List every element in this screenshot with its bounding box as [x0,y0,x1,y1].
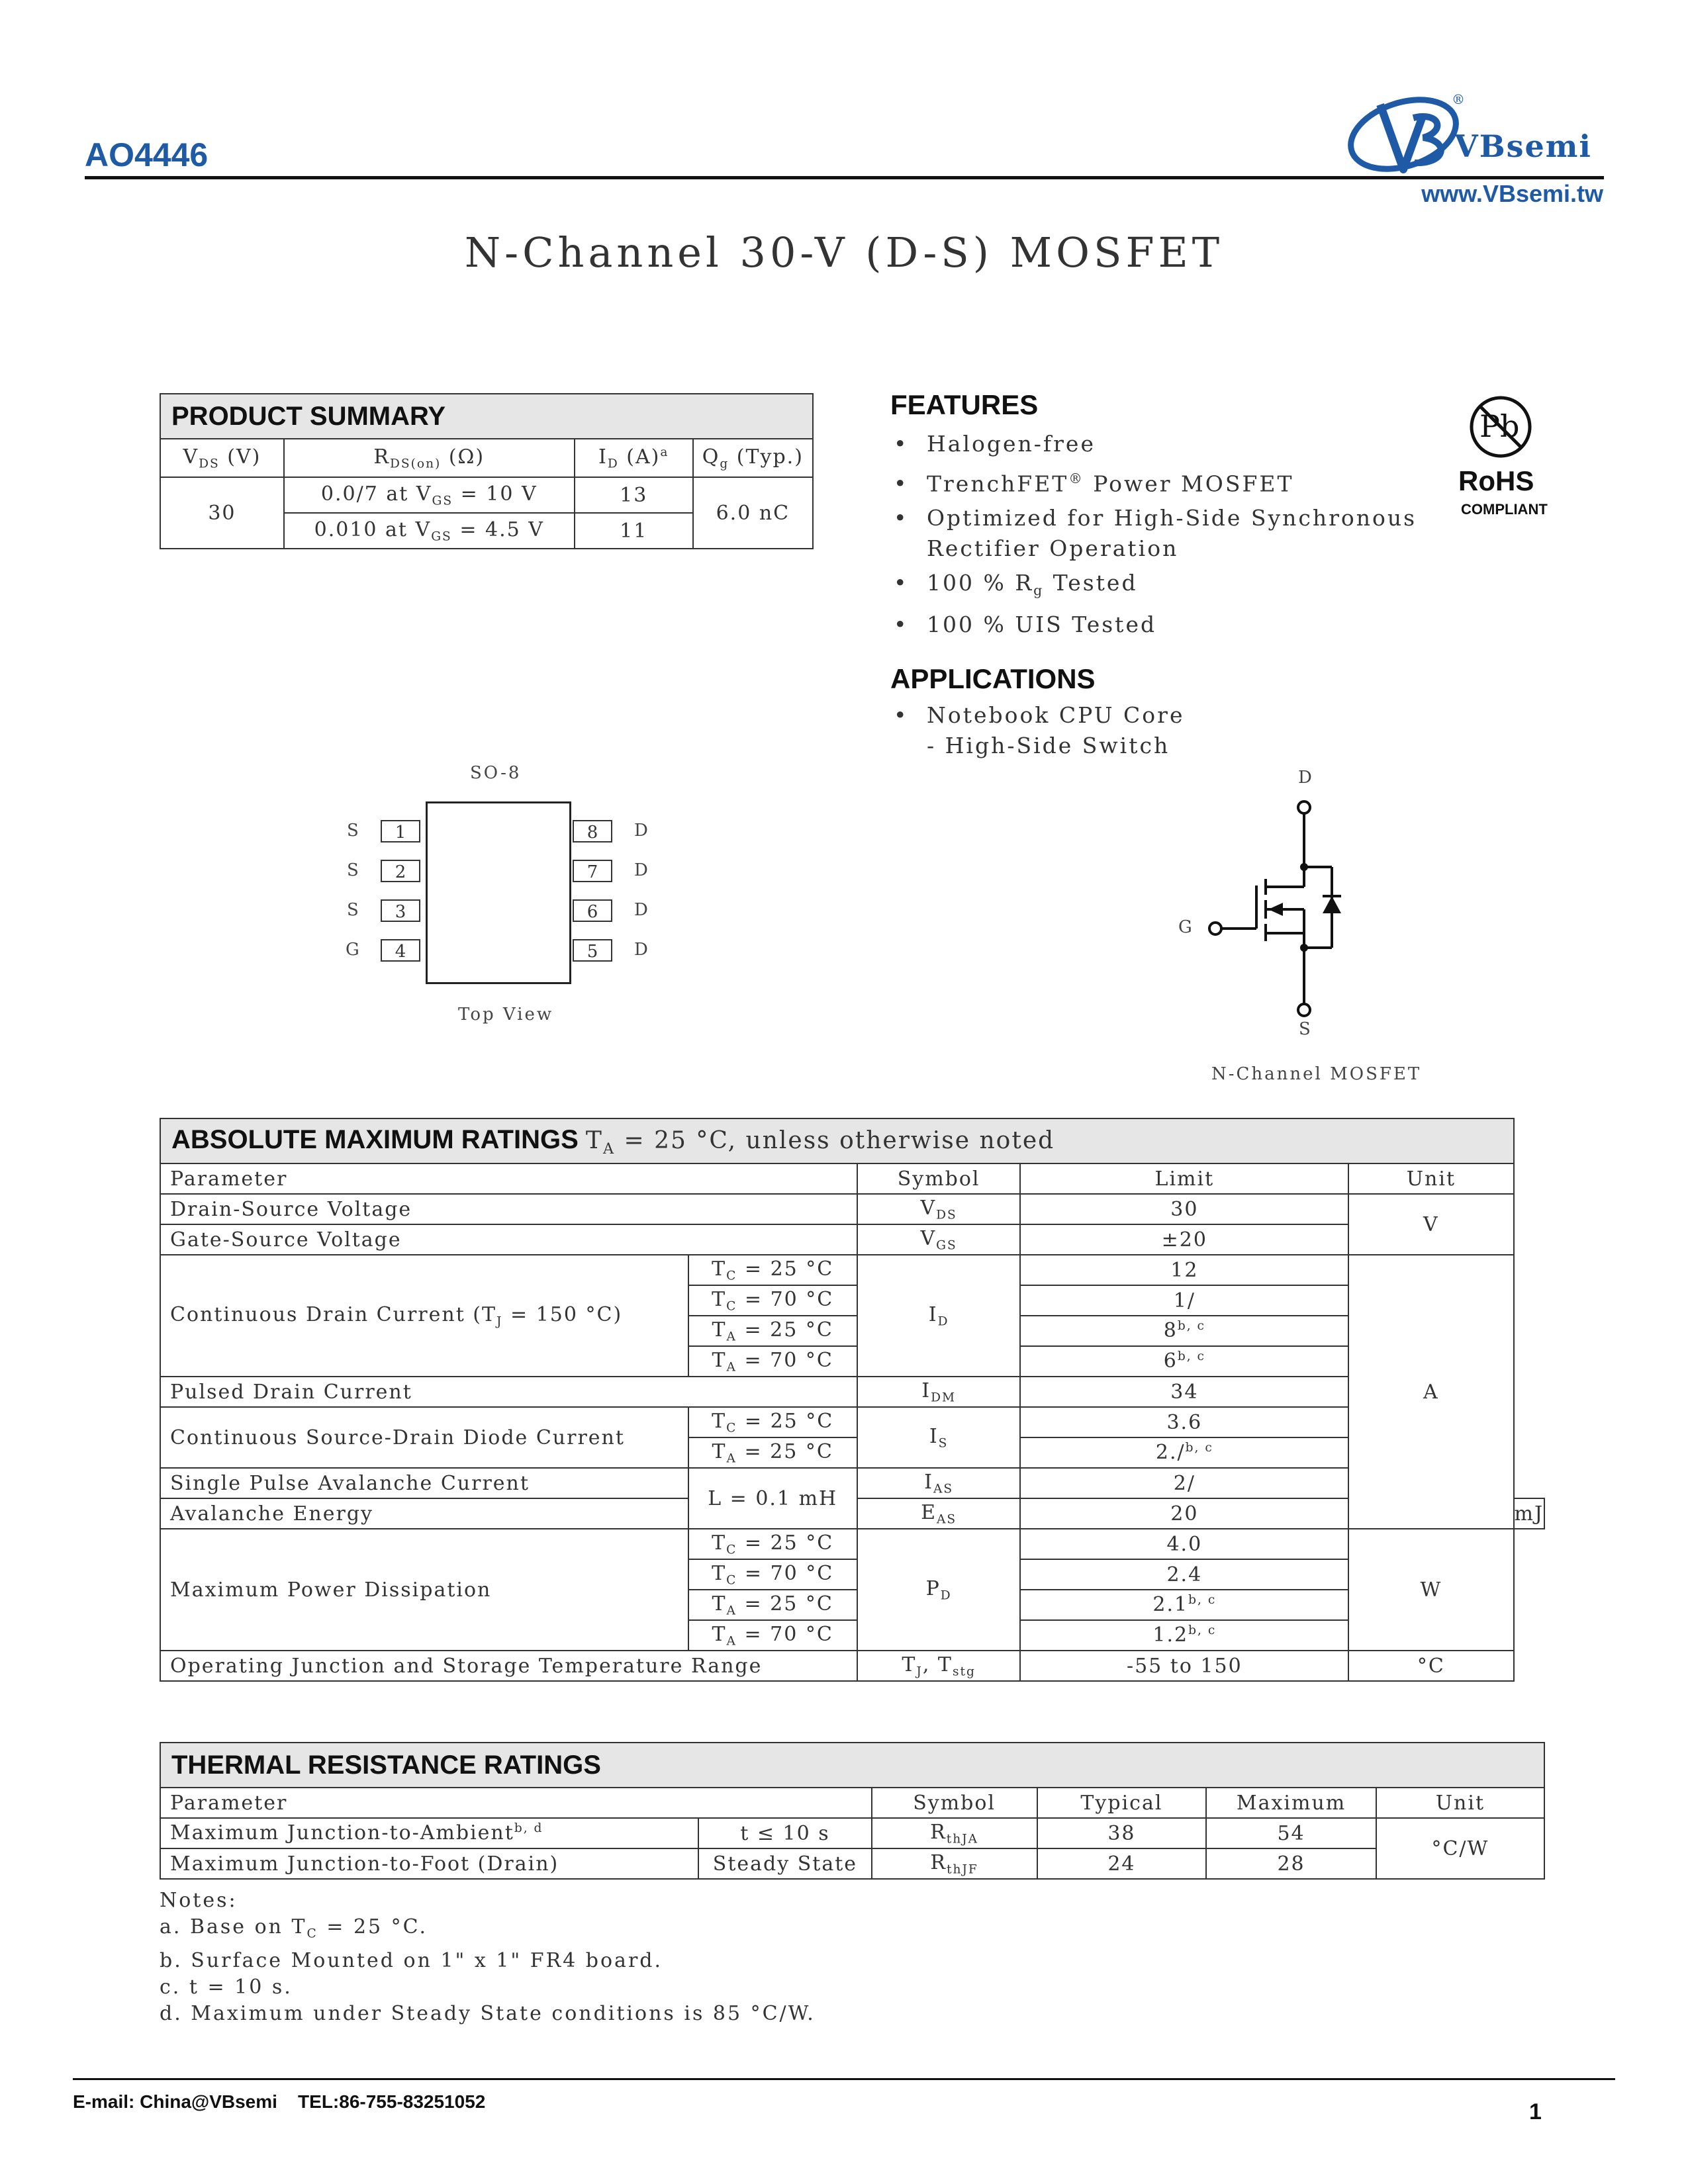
amr-col-symbol: Symbol [857,1163,1021,1194]
amr-unit-mj: mJ [1514,1498,1544,1529]
thermal-unit: °C/W [1376,1818,1544,1879]
product-summary-heading: PRODUCT SUMMARY [160,394,813,439]
id-row-1: 13 [575,477,693,513]
amr-lim-pd: 1.2$^{b, c}$ [1020,1620,1348,1651]
page-number: 1 [1529,2099,1542,2124]
amr-lim-pd: 2.4 [1020,1559,1348,1590]
features-list [894,427,1423,642]
package-body [426,801,571,984]
amr-cond: $T_A = 25$ °C [688,1590,857,1620]
amr-unit-v: V [1348,1194,1513,1255]
thermal-cond-jf: Steady State [698,1848,872,1879]
feature-item: • 100 % UIS Tested [894,612,1157,638]
thermal-col-maximum: Maximum [1206,1788,1376,1818]
amr-sym-tj: $T_J$, $T_{stg}$ [857,1651,1021,1681]
amr-cond: $T_A = 70$ °C [688,1346,857,1377]
amr-sym-pd: $P_D$ [857,1529,1021,1651]
applications-heading: APPLICATIONS [890,663,1096,694]
amr-sym-id: $I_D$ [857,1255,1021,1377]
pin-3: 3 [381,899,420,922]
thermal-cond-ja: t ≤ 10 s [698,1818,872,1848]
amr-lim-vgs: ±20 [1020,1224,1348,1255]
amr-lim-pd: 2.1$^{b, c}$ [1020,1590,1348,1620]
amr-cond: $T_C = 70$ °C [688,1285,857,1316]
thermal-col-symbol: Symbol [872,1788,1037,1818]
feature-item: • TrenchFET® Power MOSFET [894,471,1294,497]
note-d: d. Maximum under Steady State conditions is 85 °C/W. [160,2001,816,2025]
thermal-heading: THERMAL RESISTANCE RATINGS [160,1743,1544,1788]
thermal-typ-jf: 24 [1037,1848,1207,1879]
thermal-row-ja: Maximum Junction-to-Ambient$^{b, d}$ [160,1818,698,1848]
package-name: SO-8 [470,763,522,783]
amr-lim-is: 2./$^{b, c}$ [1020,1437,1348,1468]
amr-col-parameter: Parameter [160,1163,857,1194]
feature-item: • 100 % $R_g$ Tested [894,570,1138,599]
pin-1-label: S [347,821,361,841]
registered-mark: ® [1452,91,1465,107]
amr-cond-l: L = 0.1 mH [688,1468,857,1529]
thermal-col-typical: Typical [1037,1788,1207,1818]
footer-rule [73,2078,1615,2080]
id-row-2: 11 [575,513,693,549]
symbol-caption: N-Channel MOSFET [1211,1064,1422,1084]
symbol-source: S [1299,1019,1313,1039]
pin-2: 2 [381,860,420,882]
amr-sym-vds: $V_{DS}$ [857,1194,1021,1224]
amr-lim-ias: 2/ [1020,1468,1348,1498]
amr-lim-idm: 34 [1020,1377,1348,1407]
amr-lim-pd: 4.0 [1020,1529,1348,1559]
page-title: N-Channel 30-V (D-S) MOSFET [464,228,1224,277]
qg-value: 6.0 nC [693,477,813,549]
amr-lim-id: 6$^{b, c}$ [1020,1346,1348,1377]
brand-name: VBsemi [1454,128,1592,164]
amr-col-unit: Unit [1348,1163,1513,1194]
pb-text: Pb [1479,408,1520,444]
thermal-typ-ja: 38 [1037,1818,1207,1848]
thermal-col-unit: Unit [1376,1788,1544,1818]
pin-5: 5 [573,939,612,962]
amr-lim-vds: 30 [1020,1194,1348,1224]
thermal-max-ja: 54 [1206,1818,1376,1848]
note-a: a. Base on $T_C = 25$ °C. [160,1915,428,1941]
amr-row-vds: Drain-Source Voltage [160,1194,857,1224]
symbol-gate: G [1178,917,1194,937]
note-c: c. t = 10 s. [160,1975,293,1999]
pin-6: 6 [573,899,612,922]
amr-sym-is: $I_S$ [857,1407,1021,1468]
amr-lim-is: 3.6 [1020,1407,1348,1437]
col-qg: $Q_g$ (Typ.) [693,439,813,477]
rds-row-2: 0.010 at $V_{GS} = 4.5$ V [284,513,575,549]
amr-unit-c: °C [1348,1651,1513,1681]
rohs-badge [1453,394,1546,526]
pin-5-label: D [634,940,650,960]
amr-sym-ias: $I_{AS}$ [857,1468,1021,1498]
rohs-compliant: COMPLIANT [1461,501,1548,518]
col-id: $I_D$ $(A)^a$ [575,439,693,477]
amr-unit-w: W [1348,1529,1513,1651]
product-summary-table [160,393,814,549]
package-view: Top View [458,1005,554,1024]
thermal-col-parameter: Parameter [160,1788,872,1818]
amr-cond: $T_C = 70$ °C [688,1559,857,1590]
amr-sym-eas: $E_{AS}$ [857,1498,1021,1529]
thermal-row-jf: Maximum Junction-to-Foot (Drain) [160,1848,698,1879]
amr-cond: $T_A = 70$ °C [688,1620,857,1651]
symbol-drain: D [1298,768,1314,788]
amr-col-limit: Limit [1020,1163,1348,1194]
feature-item-cont: Rectifier Operation [927,535,1179,562]
amr-lim-eas: 20 [1020,1498,1348,1529]
notes-heading: Notes: [160,1889,238,1912]
thermal-max-jf: 28 [1206,1848,1376,1879]
mosfet-symbol [1178,768,1377,1046]
amr-lim-id: 12 [1020,1255,1348,1285]
amr-row-idm: Pulsed Drain Current [160,1377,857,1407]
amr-cond: $T_C = 25$ °C [688,1255,857,1285]
amr-row-tj: Operating Junction and Storage Temperature Range [160,1651,857,1681]
thermal-sym-ja: $R_{thJA}$ [872,1818,1037,1848]
amr-row-is: Continuous Source-Drain Diode Current [160,1407,688,1468]
pin-3-label: S [347,900,361,920]
application-item: • Notebook CPU Core [894,702,1185,728]
header-rule [85,176,1604,179]
notes [160,1888,1351,2027]
pin-8: 8 [573,820,612,842]
amr-sym-vgs: $V_{GS}$ [857,1224,1021,1255]
vbsemi-logo [1340,91,1605,177]
pin-7: 7 [573,860,612,882]
footer-contact: E-mail: China@VBsemi TEL:86-755-83251052 [73,2091,486,2112]
amr-unit-a: A [1348,1255,1513,1529]
part-number: AO4446 [85,136,209,173]
amr-row-ias: Single Pulse Avalanche Current [160,1468,688,1498]
n-channel-mosfet-icon [1178,768,1377,1046]
rohs-label: RoHS [1458,465,1534,496]
website-url: www.VBsemi.tw [1421,180,1603,207]
amr-cond: $T_C = 25$ °C [688,1529,857,1559]
pin-1: 1 [381,820,420,842]
pin-4-label: G [346,940,361,960]
pin-2-label: S [347,860,361,880]
rds-row-1: 0.0/7 at $V_{GS} = 10$ V [284,477,575,513]
thermal-sym-jf: $R_{thJF}$ [872,1848,1037,1879]
amr-lim-id: 8$^{b, c}$ [1020,1316,1348,1346]
amr-lim-id: 1/ [1020,1285,1348,1316]
features-heading: FEATURES [890,389,1039,420]
applications-list [894,700,1423,761]
feature-item: • Halogen-free [894,431,1096,457]
note-b: b. Surface Mounted on 1" x 1" FR4 board. [160,1948,663,1972]
amr-cond: $T_A = 25$ °C [688,1437,857,1468]
thermal-resistance-table [160,1742,1545,1880]
amr-lim-tj: -55 to 150 [1020,1651,1348,1681]
amr-sym-idm: $I_{DM}$ [857,1377,1021,1407]
col-rds: $R_{DS(on)}$ (Ω) [284,439,575,477]
amr-row-pd: Maximum Power Dissipation [160,1529,688,1651]
pin-7-label: D [634,860,650,880]
amr-heading: ABSOLUTE MAXIMUM RATINGS $T_A = 25$ °C, unless otherwise noted [160,1118,1514,1163]
pin-4: 4 [381,939,420,962]
application-item-cont: - High-Side Switch [927,733,1170,758]
pin-8-label: D [634,821,650,841]
amr-row-id: Continuous Drain Current ($T_J = 150$ °C) [160,1255,688,1377]
feature-item: • Optimized for High-Side Synchronous [894,505,1417,531]
vds-value: 30 [160,477,284,549]
col-vds: $V_{DS}$ (V) [160,439,284,477]
amr-cond: $T_C = 25$ °C [688,1407,857,1437]
amr-row-eas: Avalanche Energy [160,1498,688,1529]
pin-6-label: D [634,900,650,920]
amr-row-vgs: Gate-Source Voltage [160,1224,857,1255]
absolute-maximum-ratings-table [160,1118,1545,1682]
amr-cond: $T_A = 25$ °C [688,1316,857,1346]
